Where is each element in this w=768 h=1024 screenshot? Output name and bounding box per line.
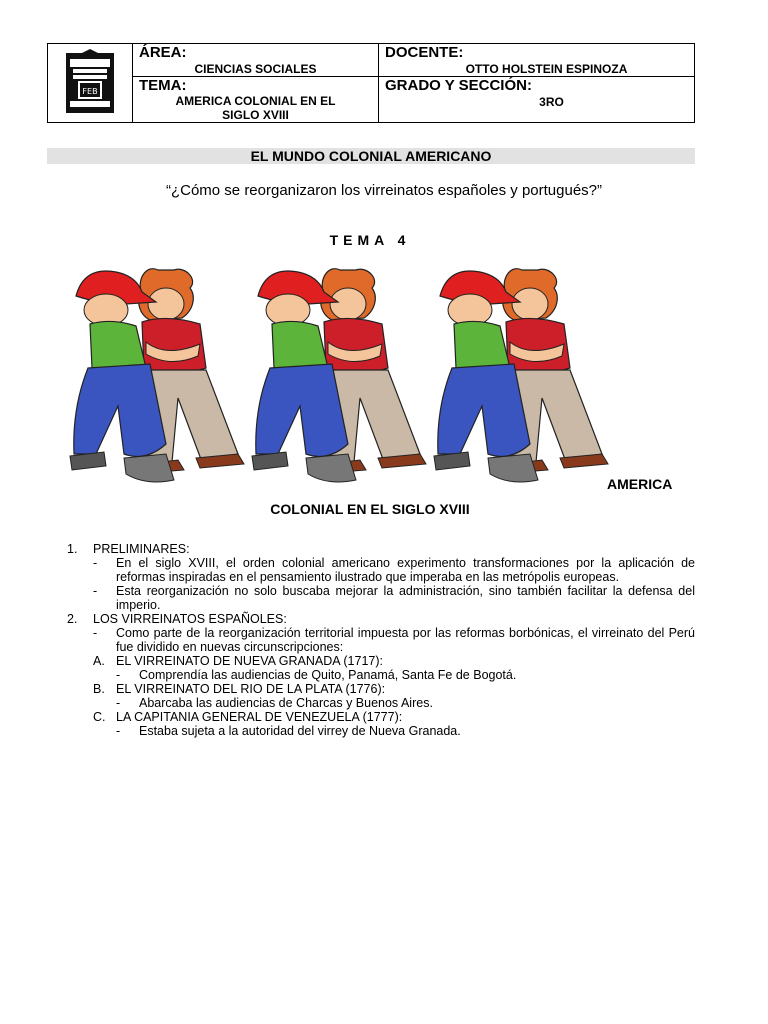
section-1-title-row — [67, 542, 695, 556]
bullet-text: Abarcaba las audiencias de Charcas y Buenos Aires. — [139, 696, 433, 710]
list-item — [67, 668, 695, 682]
bullet-text: Estaba sujeta a la autoridad del virrey de Nueva Granada. — [139, 724, 461, 738]
bullet-text: En el siglo XVIII, el orden colonial americano experimento transformaciones por la aplicación de reformas inspiradas en el pensamiento ilustrado que imperaba en las metrópolis europeas. — [116, 556, 695, 584]
logo-text: FEB — [82, 86, 98, 96]
section-title: PRELIMINARES: — [93, 542, 190, 556]
cartoon-kids-image-3 — [430, 258, 610, 490]
section-title: LOS VIRREINATOS ESPAÑOLES: — [93, 612, 287, 626]
tema-value: AMERICA COLONIAL EN EL SIGLO XVIII — [175, 94, 336, 122]
section-2-title-row — [67, 612, 695, 626]
cartoon-kids-image-1 — [66, 258, 246, 490]
subsection-letter: A. — [93, 654, 105, 668]
bullet-dash: - — [93, 556, 98, 570]
subsection-title: EL VIRREINATO DE NUEVA GRANADA (1717): — [116, 654, 383, 668]
bullet-text: Comprendía las audiencias de Quito, Panamá, Santa Fe de Bogotá. — [139, 668, 517, 682]
subsection-title: EL VIRREINATO DEL RIO DE LA PLATA (1776): — [116, 682, 386, 696]
subsection-letter: C. — [93, 710, 106, 724]
bullet-dash: - — [116, 724, 121, 738]
heading-part-1: AMERICA — [607, 476, 673, 492]
docente-value: OTTO HOLSTEIN ESPINOZA — [465, 62, 628, 76]
page-title: EL MUNDO COLONIAL AMERICANO — [47, 148, 695, 164]
bullet-text: Como parte de la reorganización territorial impuesta por las reformas borbónicas, el virreinato del Perú fue dividido en nuevas circunscripciones: — [116, 626, 695, 654]
school-logo-cell — [48, 44, 133, 123]
list-item — [67, 626, 695, 654]
bullet-dash: - — [116, 668, 121, 682]
content-list — [67, 542, 695, 738]
grado-value: 3RO — [539, 95, 564, 109]
list-item — [67, 696, 695, 710]
grado-label: GRADO Y SECCIÓN: — [385, 77, 532, 94]
subsection-title-row — [67, 682, 695, 696]
header-table — [47, 43, 695, 123]
bullet-dash: - — [93, 584, 98, 598]
heading-part-2: COLONIAL EN EL SIGLO XVIII — [270, 501, 470, 517]
subsection-title: LA CAPITANIA GENERAL DE VENEZUELA (1777): — [116, 710, 403, 724]
docente-cell — [379, 44, 695, 77]
subsection-title-row — [67, 654, 695, 668]
list-item — [67, 724, 695, 738]
list-item — [67, 556, 695, 584]
subsection-letter: B. — [93, 682, 105, 696]
docente-label: DOCENTE: — [385, 44, 464, 61]
subsection-title-row — [67, 710, 695, 724]
area-label: ÁREA: — [139, 44, 187, 61]
cartoon-kids-image-2 — [248, 258, 428, 490]
section-number: 2. — [67, 612, 78, 626]
bullet-text: Esta reorganización no solo buscaba mejorar la administración, sino también facilitar la defensa del imperio. — [116, 584, 695, 612]
bullet-dash: - — [93, 626, 98, 640]
bullet-dash: - — [116, 696, 121, 710]
list-item — [67, 584, 695, 612]
grado-cell — [379, 77, 695, 123]
guiding-question: “¿Cómo se reorganizaron los virreinatos españoles y portugués?” — [165, 182, 603, 199]
tema-cell — [133, 77, 379, 123]
area-cell — [133, 44, 379, 77]
section-number: 1. — [67, 542, 78, 556]
area-value: CIENCIAS SOCIALES — [194, 62, 317, 76]
tema-label: TEMA: — [139, 77, 187, 94]
school-crest-icon — [60, 47, 120, 115]
tema-number: TEMA 4 — [329, 232, 411, 248]
